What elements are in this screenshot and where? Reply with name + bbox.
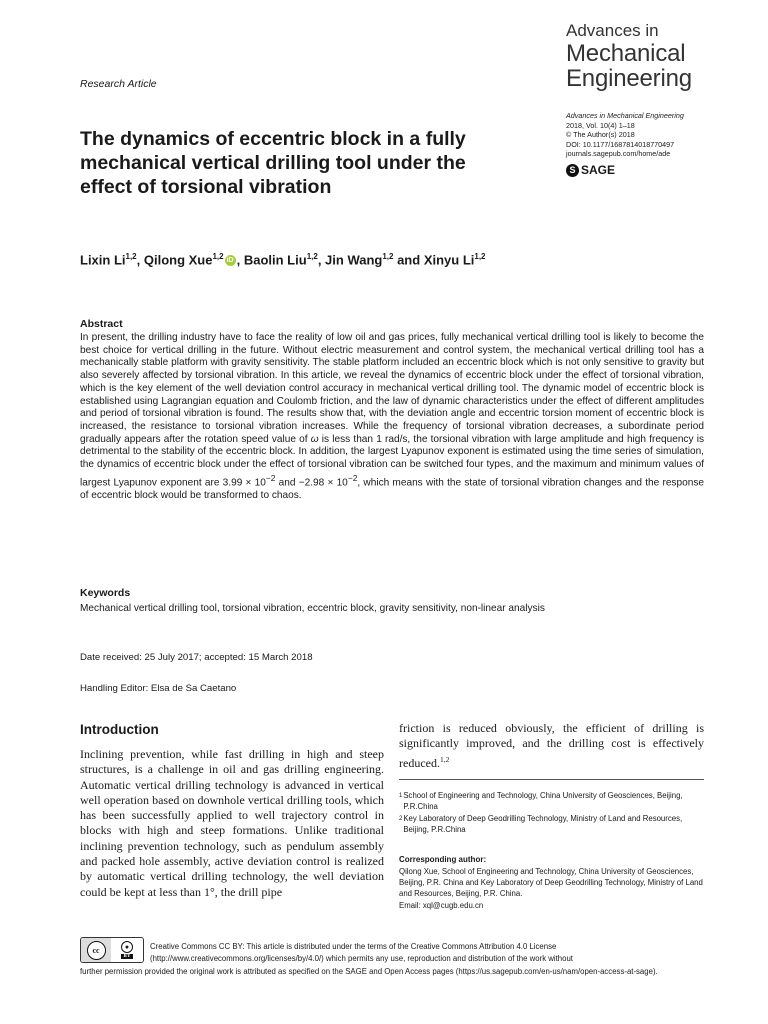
- person-icon: ●: [121, 941, 133, 953]
- keywords-text: Mechanical vertical drilling tool, torsional vibration, eccentric block, gravity sensitivity, non-linear analysis: [80, 603, 545, 614]
- meta-journal-name: Advances in Mechanical Engineering: [566, 111, 684, 120]
- abstract-max-exponent: −2: [265, 472, 276, 483]
- abstract-max-value: 3.99 × 10: [222, 477, 266, 489]
- author-name[interactable]: Baolin Liu: [243, 252, 307, 268]
- journal-logo-line2: Mechanical: [566, 40, 686, 67]
- license-text-line1: Creative Commons CC BY: This article is distributed under the terms of the Creative Commons Attribution 4.0 License (http://www.creativecommons.org/licenses/by/4.0/) which permits any use, reproduction and distribution of the work without: [150, 942, 573, 964]
- author-affiliation-marker: 1,2: [474, 252, 486, 261]
- introduction-text: friction is reduced obviously, the efficient of drilling is significantly improved, and the drilling cost is effectively reduced.: [399, 721, 704, 770]
- abstract-heading: Abstract: [80, 318, 123, 330]
- meta-copyright: © The Author(s) 2018: [566, 130, 635, 140]
- affiliation-text: Key Laboratory of Deep Geodrilling Technology, Ministry of Land and Resources, Beijing, P.R.China: [403, 814, 683, 834]
- affiliation-number: 1: [399, 793, 403, 799]
- author-affiliation-marker: 1,2: [125, 252, 137, 261]
- abstract-body: [80, 332, 704, 503]
- author-affiliation-marker: 1,2: [212, 252, 224, 261]
- license-text-line2: further permission provided the original work is attributed as specified on the SAGE and Open Access pages (https://us.sagepub.com/en-us/nam/open-access-at-sage).: [80, 967, 658, 976]
- journal-logo: [566, 20, 756, 91]
- author-separator: ,: [236, 252, 244, 268]
- cc-by-badge[interactable]: [80, 937, 144, 963]
- corresponding-author: [399, 866, 704, 911]
- cc-icon-label: cc: [87, 941, 106, 960]
- affiliation-text: School of Engineering and Technology, China University of Geosciences, Beijing, P.R.China: [403, 791, 683, 811]
- author-affiliation-marker: 1,2: [306, 252, 318, 261]
- abstract-text: In present, the drilling industry have to face the reality of low oil and gas prices, fully mechanical vertical drilling tool is likely to become the best choice for vertical drilling in the future. Without electric measurement and control system, the mechanical vertical drilling tool has a mechanically stable platform with gravity sensitivity. The stable platform included an eccentric block which is not only sensitive to gravity but also severely affected by torsional vibration. In this article, we reveal the dynamics of eccentric block under the effect of torsional vibration, which is the key element of the well deviation control accuracy in mechanical vertical drilling tool. The dynamic model of eccentric block is established using Lagrangian equation and Coulomb friction, and the law of dynamic characteristics under the effect of different amplitudes and period of torsional vibration is found. The results show that, with the deviation angle and eccentric torsion moment of eccentric block is increased, the resistance to torsional vibration increases. While the frequency of torsional vibration decreases, a subordinate period gradually appears after the rotation speed value of: [80, 332, 704, 445]
- by-icon: [111, 938, 143, 962]
- article-type: Research Article: [80, 78, 157, 90]
- corresponding-author-text: Qilong Xue, School of Engineering and Technology, China University of Geosciences, Beijing, P.R. China and Key Laboratory of Deep Geodrilling Technology, Ministry of Land and Resources, Beijing, P.R. China.: [399, 867, 703, 899]
- affiliation-number: 2: [399, 816, 403, 823]
- meta-url[interactable]: journals.sagepub.com/home/ade: [566, 149, 671, 159]
- citation-reference[interactable]: 1,2: [439, 754, 450, 764]
- author-affiliation-marker: 1,2: [382, 252, 394, 261]
- affiliation-item: [399, 814, 704, 835]
- sage-s-icon: S: [566, 164, 579, 177]
- journal-logo-line3: Engineering: [566, 65, 692, 92]
- orcid-icon[interactable]: iD: [226, 257, 234, 265]
- affiliation-item: [399, 791, 704, 812]
- corresponding-author-email[interactable]: Email: xql@cugb.edu.cn: [399, 900, 484, 910]
- author-separator: ,: [317, 252, 326, 268]
- abstract-omega-symbol: ω: [310, 433, 319, 445]
- meta-volume: 2018, Vol. 10(4) 1–18: [566, 120, 635, 130]
- author-list: [80, 252, 486, 267]
- keywords-heading: Keywords: [80, 587, 131, 599]
- sage-logo-text: SAGE: [581, 163, 616, 177]
- author-separator: and: [393, 252, 424, 268]
- introduction-heading: Introduction: [80, 722, 159, 737]
- author-name[interactable]: Lixin Li: [80, 252, 126, 268]
- abstract-min-value: −2.98 × 10: [298, 477, 348, 489]
- abstract-text: and: [275, 477, 299, 489]
- author-separator: ,: [136, 252, 144, 268]
- by-icon-label: BY: [121, 954, 134, 959]
- footnote-divider: [399, 779, 704, 780]
- author-name[interactable]: Qilong Xue: [143, 252, 213, 268]
- abstract-min-exponent: −2: [347, 472, 358, 483]
- abstract-text: , which means with the state of torsional vibration changes and the response of eccentric block would be transformed to chaos.: [80, 477, 704, 501]
- article-title: The dynamics of eccentric block in a fully mechanical vertical drilling tool under the effect of torsional vibration: [80, 128, 466, 198]
- abstract-text: is less than 1 rad/s, the torsional vibration with large amplitude and high frequency is detrimental to the stability of the eccentric block. In addition, the largest Lyapunov exponent is estimated using the time series of simulation, the dynamics of eccentric block under the effect of torsional vibration can be switched four types, and the maximum and minimum values of largest Lyapunov exponent are: [80, 433, 704, 489]
- date-received: Date received: 25 July 2017; accepted: 15 March 2018: [80, 652, 313, 663]
- affiliations: [399, 791, 704, 837]
- introduction-column-left: Inclining prevention, while fast drilling in high and steep structures, is a challenge in oil and gas drilling engineering. Automatic vertical drilling technology is advanced in vertical well operation based on downhole vertical drilling tools, which has been successfully applied to well trajectory control in blocks with high and steep formations. Unlike traditional inclining prevention technology, such as pendulum assembly and packed hole assembly, active deviation control is realized by automatic vertical drilling technology, the well deviation could be kept at less than 1°, the drill pipe: [80, 747, 384, 899]
- article-meta: [566, 111, 756, 159]
- introduction-column-right: [399, 721, 704, 771]
- corresponding-author-heading: Corresponding author:: [399, 855, 487, 864]
- cc-icon: [81, 938, 111, 962]
- author-name[interactable]: Xinyu Li: [423, 252, 475, 268]
- author-name[interactable]: Jin Wang: [325, 252, 383, 268]
- meta-doi[interactable]: DOI: 10.1177/1687814018770497: [566, 139, 675, 149]
- journal-logo-line1: Advances in: [566, 21, 659, 40]
- handling-editor: Handling Editor: Elsa de Sa Caetano: [80, 683, 237, 694]
- sage-logo: [566, 163, 615, 177]
